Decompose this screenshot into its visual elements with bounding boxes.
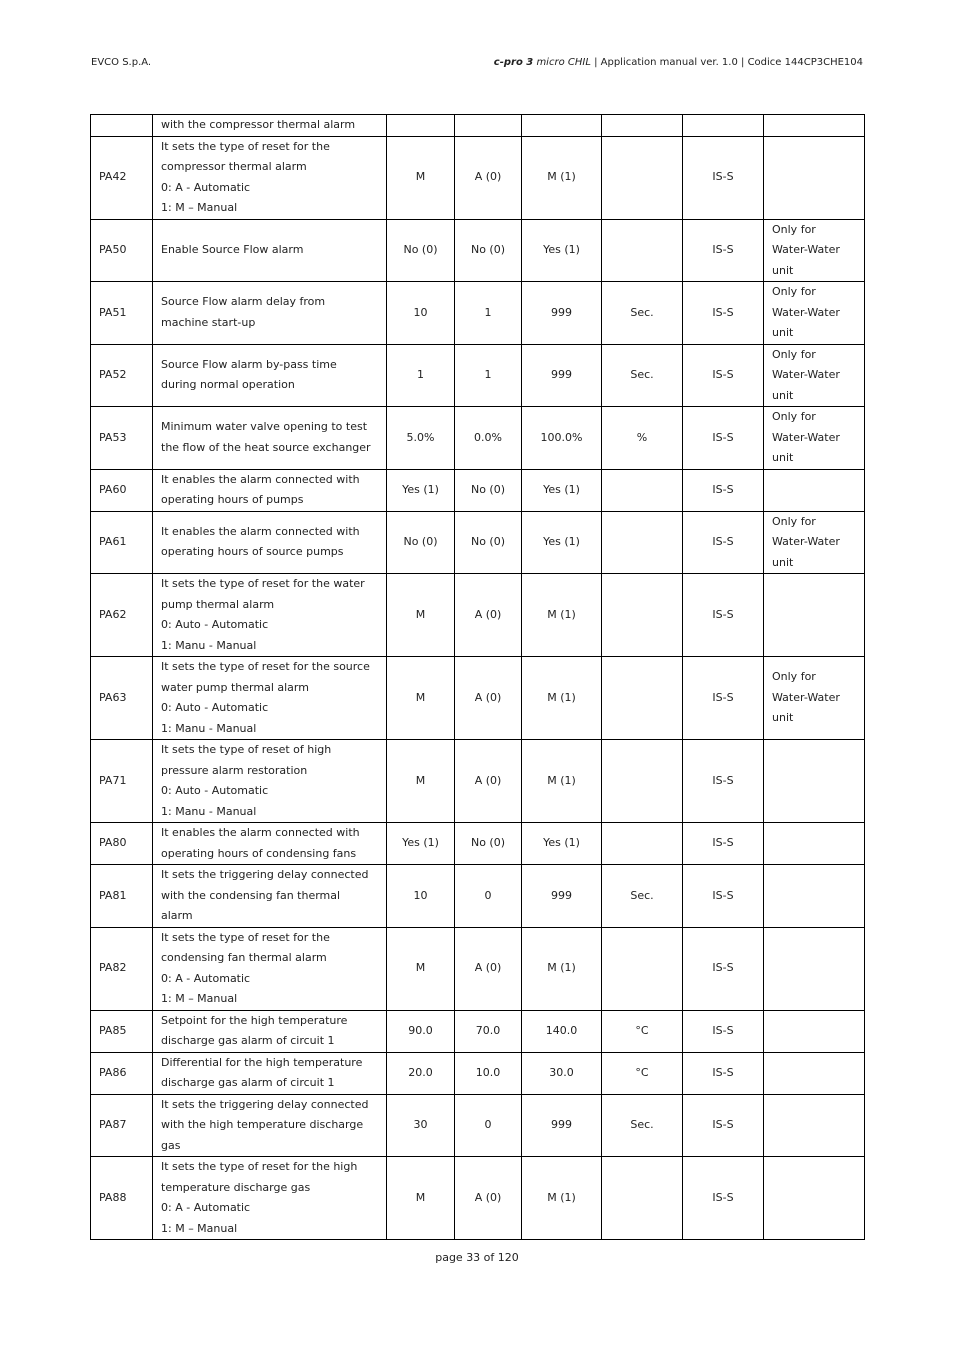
param-unit: %: [602, 407, 683, 470]
param-description-line: 1: Manu - Manual: [161, 721, 257, 735]
param-description-line: compressor thermal alarm: [161, 160, 307, 173]
param-description: [153, 865, 387, 928]
param-notes: [764, 657, 865, 740]
param-notes-line: Only for: [772, 410, 816, 423]
param-description: [153, 1052, 387, 1094]
param-notes: [764, 219, 865, 282]
param-unit: [602, 1157, 683, 1240]
table-row: [91, 657, 865, 740]
param-code: [91, 115, 153, 137]
param-notes: [764, 1052, 865, 1094]
param-code: PA52: [91, 344, 153, 407]
param-description-line: with the high temperature discharge: [161, 1118, 364, 1131]
table-row: [91, 136, 865, 219]
param-max: M (1): [522, 740, 602, 823]
param-notes-line: Only for: [772, 347, 816, 361]
param-description-line: 0: A - Automatic: [161, 971, 251, 985]
param-notes-line: Water-Water: [772, 305, 840, 319]
param-notes: [764, 1094, 865, 1157]
param-code: PA63: [91, 657, 153, 740]
table-row: [91, 344, 865, 407]
param-visibility: IS-S: [683, 1094, 764, 1157]
param-default: Yes (1): [387, 469, 455, 511]
param-min: A (0): [455, 927, 522, 1010]
param-max: Yes (1): [522, 469, 602, 511]
param-visibility: IS-S: [683, 282, 764, 345]
param-code: PA88: [91, 1157, 153, 1240]
param-description-line: 1: M – Manual: [161, 201, 238, 214]
param-description-line: It enables the alarm connected with: [161, 472, 360, 486]
param-min: 0: [455, 865, 522, 928]
param-default: Yes (1): [387, 823, 455, 865]
param-description-line: 1: M – Manual: [161, 1221, 238, 1235]
param-description-line: Differential for the high temperature: [161, 1055, 363, 1069]
param-code: PA42: [91, 136, 153, 219]
param-description-line: 0: Auto - Automatic: [161, 618, 269, 631]
param-visibility: IS-S: [683, 657, 764, 740]
header-model: micro CHIL: [533, 57, 591, 68]
param-description-line: 1: M – Manual: [161, 992, 238, 1005]
param-description-line: with the condensing fan thermal: [161, 888, 341, 902]
param-notes: [764, 282, 865, 345]
param-max: 100.0%: [522, 407, 602, 470]
param-visibility: IS-S: [683, 407, 764, 470]
param-max: Yes (1): [522, 823, 602, 865]
param-unit: °C: [602, 1052, 683, 1094]
param-code: PA50: [91, 219, 153, 282]
param-min: A (0): [455, 740, 522, 823]
param-description: [153, 657, 387, 740]
table-row: [91, 469, 865, 511]
param-max: M (1): [522, 927, 602, 1010]
param-description: [153, 574, 387, 657]
param-description-line: Setpoint for the high temperature: [161, 1013, 348, 1027]
param-default: No (0): [387, 511, 455, 574]
param-default: 10: [387, 865, 455, 928]
param-unit: °C: [602, 1010, 683, 1052]
param-max: 140.0: [522, 1010, 602, 1052]
param-unit: [602, 219, 683, 282]
param-description-line: discharge gas alarm of circuit 1: [161, 1034, 335, 1047]
param-code: PA62: [91, 574, 153, 657]
param-max: [522, 115, 602, 137]
param-max: Yes (1): [522, 511, 602, 574]
param-default: M: [387, 740, 455, 823]
table-row: [91, 865, 865, 928]
param-code: PA80: [91, 823, 153, 865]
param-description-line: operating hours of pumps: [161, 493, 304, 506]
param-description-line: with the compressor thermal alarm: [161, 118, 356, 131]
header-doc-info: [494, 56, 863, 69]
param-description-line: condensing fan thermal alarm: [161, 951, 327, 964]
param-unit: Sec.: [602, 865, 683, 928]
param-visibility: IS-S: [683, 740, 764, 823]
table-row: [91, 1094, 865, 1157]
param-unit: [602, 740, 683, 823]
param-description-line: It sets the type of reset for the water: [161, 577, 365, 590]
param-default: M: [387, 574, 455, 657]
param-description: [153, 136, 387, 219]
param-description-line: machine start-up: [161, 315, 256, 329]
param-visibility: IS-S: [683, 469, 764, 511]
param-max: 30.0: [522, 1052, 602, 1094]
param-description-line: It sets the triggering delay connected: [161, 1097, 369, 1111]
param-visibility: IS-S: [683, 219, 764, 282]
param-min: A (0): [455, 1157, 522, 1240]
param-description-line: alarm: [161, 909, 193, 922]
param-min: 0: [455, 1094, 522, 1157]
param-notes-line: unit: [772, 326, 794, 339]
param-unit: [602, 927, 683, 1010]
param-notes-line: Only for: [772, 514, 816, 528]
param-code: PA61: [91, 511, 153, 574]
param-visibility: IS-S: [683, 1010, 764, 1052]
param-description: [153, 219, 387, 282]
param-max: 999: [522, 282, 602, 345]
table-row: [91, 927, 865, 1010]
param-description-line: It enables the alarm connected with: [161, 524, 360, 538]
param-min: 70.0: [455, 1010, 522, 1052]
param-max: M (1): [522, 657, 602, 740]
param-notes: [764, 740, 865, 823]
param-notes-line: unit: [772, 451, 794, 464]
param-description-line: temperature discharge gas: [161, 1180, 311, 1194]
page-number: page 33 of 120: [435, 1251, 519, 1264]
param-visibility: IS-S: [683, 927, 764, 1010]
header-manual-info: | Application manual ver. 1.0 | Codice 144CP3CHE104: [590, 57, 863, 68]
param-default: 90.0: [387, 1010, 455, 1052]
param-default: [387, 115, 455, 137]
param-visibility: IS-S: [683, 574, 764, 657]
param-default: 20.0: [387, 1052, 455, 1094]
param-notes-line: Water-Water: [772, 430, 840, 444]
param-notes-line: Only for: [772, 670, 816, 684]
param-unit: Sec.: [602, 344, 683, 407]
param-visibility: IS-S: [683, 1157, 764, 1240]
param-description-line: pressure alarm restoration: [161, 763, 308, 777]
param-min: 1: [455, 282, 522, 345]
param-notes: [764, 865, 865, 928]
param-default: 10: [387, 282, 455, 345]
param-notes: [764, 823, 865, 865]
param-description-line: Enable Source Flow alarm: [161, 243, 304, 256]
param-description-line: 0: Auto - Automatic: [161, 701, 269, 714]
param-notes: [764, 1010, 865, 1052]
param-description: [153, 1010, 387, 1052]
param-notes-line: Water-Water: [772, 690, 840, 704]
param-notes-line: unit: [772, 555, 794, 569]
param-default: M: [387, 136, 455, 219]
param-code: PA85: [91, 1010, 153, 1052]
param-description-line: 0: A - Automatic: [161, 1201, 251, 1214]
param-visibility: IS-S: [683, 823, 764, 865]
param-description-line: discharge gas alarm of circuit 1: [161, 1076, 335, 1089]
param-code: PA51: [91, 282, 153, 345]
param-description: [153, 823, 387, 865]
param-unit: [602, 115, 683, 137]
param-notes: [764, 115, 865, 137]
param-notes-line: Water-Water: [772, 535, 840, 548]
param-code: PA82: [91, 927, 153, 1010]
param-description-line: pump thermal alarm: [161, 597, 275, 611]
param-notes-line: Water-Water: [772, 368, 840, 381]
param-min: No (0): [455, 469, 522, 511]
param-description-line: gas: [161, 1138, 181, 1152]
param-unit: Sec.: [602, 282, 683, 345]
param-min: 10.0: [455, 1052, 522, 1094]
param-min: A (0): [455, 657, 522, 740]
param-description-line: during normal operation: [161, 378, 295, 392]
param-code: PA60: [91, 469, 153, 511]
table-row: [91, 115, 865, 137]
param-default: M: [387, 1157, 455, 1240]
param-default: 1: [387, 344, 455, 407]
param-notes: [764, 344, 865, 407]
param-description: [153, 282, 387, 345]
param-description-line: 0: Auto - Automatic: [161, 784, 269, 797]
param-min: 0.0%: [455, 407, 522, 470]
param-min: No (0): [455, 511, 522, 574]
param-unit: [602, 823, 683, 865]
param-notes: [764, 574, 865, 657]
table-row: [91, 219, 865, 282]
table-row: [91, 1010, 865, 1052]
param-description: [153, 407, 387, 470]
param-default: 30: [387, 1094, 455, 1157]
param-max: M (1): [522, 136, 602, 219]
param-notes: [764, 469, 865, 511]
param-visibility: IS-S: [683, 865, 764, 928]
param-description-line: Source Flow alarm by-pass time: [161, 357, 337, 371]
param-max: Yes (1): [522, 219, 602, 282]
param-notes: [764, 1157, 865, 1240]
param-unit: [602, 469, 683, 511]
param-description-line: It enables the alarm connected with: [161, 826, 360, 839]
param-code: PA81: [91, 865, 153, 928]
param-unit: [602, 574, 683, 657]
param-code: PA71: [91, 740, 153, 823]
param-description-line: water pump thermal alarm: [161, 680, 309, 694]
param-unit: Sec.: [602, 1094, 683, 1157]
table-row: [91, 1052, 865, 1094]
param-description: [153, 1157, 387, 1240]
param-code: PA87: [91, 1094, 153, 1157]
table-row: [91, 407, 865, 470]
param-description-line: It sets the type of reset for the: [161, 139, 330, 153]
header-product: c-pro 3: [493, 57, 534, 68]
param-description-line: 1: Manu - Manual: [161, 804, 257, 818]
param-min: [455, 115, 522, 137]
param-max: M (1): [522, 574, 602, 657]
param-description-line: It sets the type of reset for the: [161, 930, 330, 944]
param-description-line: Source Flow alarm delay from: [161, 295, 326, 309]
param-notes-line: unit: [772, 711, 794, 725]
param-min: No (0): [455, 823, 522, 865]
param-description-line: the flow of the heat source exchanger: [161, 440, 371, 454]
param-code: PA53: [91, 407, 153, 470]
parameter-table: [90, 114, 865, 1240]
param-notes-line: unit: [772, 263, 794, 277]
param-visibility: [683, 115, 764, 137]
table-row: [91, 1157, 865, 1240]
param-notes: [764, 927, 865, 1010]
table-row: [91, 282, 865, 345]
param-description-line: Minimum water valve opening to test: [161, 420, 368, 434]
table-row: [91, 740, 865, 823]
param-unit: [602, 511, 683, 574]
param-description: [153, 511, 387, 574]
param-description-line: It sets the type of reset for the source: [161, 660, 370, 673]
param-description-line: operating hours of source pumps: [161, 545, 344, 559]
table-row: [91, 823, 865, 865]
param-max: 999: [522, 1094, 602, 1157]
param-notes: [764, 511, 865, 574]
param-description: [153, 344, 387, 407]
param-visibility: IS-S: [683, 344, 764, 407]
param-max: 999: [522, 344, 602, 407]
table-row: [91, 574, 865, 657]
table-row: [91, 511, 865, 574]
param-notes-line: Only for: [772, 285, 816, 298]
param-max: M (1): [522, 1157, 602, 1240]
param-min: 1: [455, 344, 522, 407]
param-description-line: operating hours of condensing fans: [161, 846, 357, 860]
param-description: [153, 927, 387, 1010]
param-min: A (0): [455, 574, 522, 657]
param-description-line: It sets the triggering delay connected: [161, 868, 369, 881]
param-notes-line: Only for: [772, 222, 816, 236]
param-unit: [602, 657, 683, 740]
param-description-line: It sets the type of reset of high: [161, 743, 332, 756]
param-code: PA86: [91, 1052, 153, 1094]
param-notes-line: unit: [772, 388, 794, 402]
param-description-line: 1: Manu - Manual: [161, 638, 257, 652]
param-visibility: IS-S: [683, 1052, 764, 1094]
param-description-line: 0: A - Automatic: [161, 180, 251, 194]
param-default: M: [387, 657, 455, 740]
param-min: A (0): [455, 136, 522, 219]
param-description: [153, 115, 387, 137]
param-unit: [602, 136, 683, 219]
param-notes: [764, 407, 865, 470]
param-max: 999: [522, 865, 602, 928]
param-min: No (0): [455, 219, 522, 282]
param-visibility: IS-S: [683, 511, 764, 574]
param-default: No (0): [387, 219, 455, 282]
header-company: EVCO S.p.A.: [91, 57, 152, 68]
param-default: 5.0%: [387, 407, 455, 470]
param-visibility: IS-S: [683, 136, 764, 219]
param-notes-line: Water-Water: [772, 243, 840, 256]
param-default: M: [387, 927, 455, 1010]
param-description: [153, 469, 387, 511]
param-description: [153, 1094, 387, 1157]
param-description: [153, 740, 387, 823]
param-notes: [764, 136, 865, 219]
param-description-line: It sets the type of reset for the high: [161, 1160, 358, 1173]
